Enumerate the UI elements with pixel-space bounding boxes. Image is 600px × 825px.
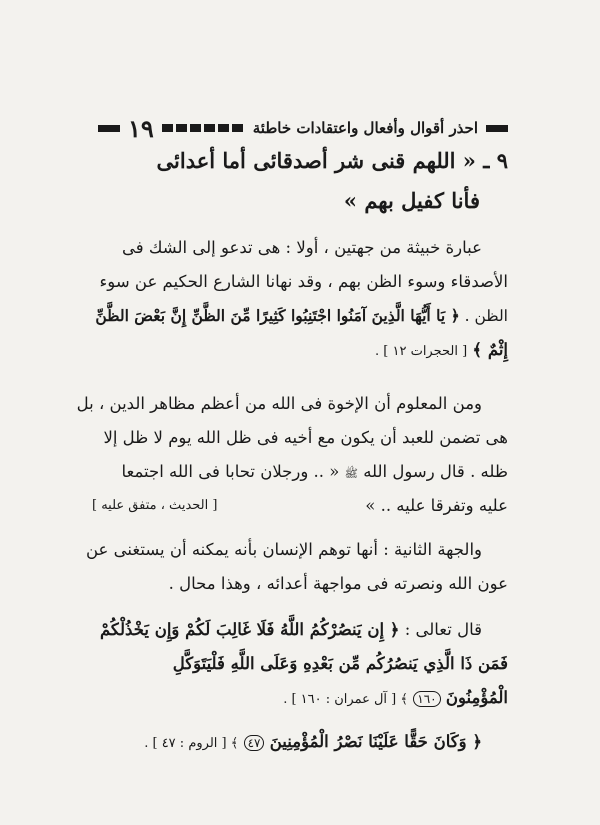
header-dashed-rule bbox=[162, 124, 245, 132]
p3-line-2: عون الله ونصرته فى مواجهة أعدائه ، وهذا محال . bbox=[168, 574, 508, 593]
p2-line-2: هى تضمن للعبد أن يكون مع أخيه فى ظل الله يوم لا ظل إلا bbox=[103, 428, 508, 447]
p1-line-1: عبارة خبيثة من جهتين ، أولا : هى تدعو إلى الشك فى bbox=[121, 238, 482, 257]
verse-reference: ﴾ [ الروم : ٤٧ ] . bbox=[144, 736, 239, 751]
quran-verse-end: إِثْمٌ ﴾ bbox=[472, 340, 508, 359]
p1-line-2: الأصدقاء وسوء الظن بهم ، وقد نهانا الشارع الحكيم عن سوء bbox=[99, 272, 508, 291]
p5-line-1 bbox=[144, 732, 482, 751]
quran-verse-end: الْمُؤْمِنُونَ bbox=[445, 688, 508, 707]
p1-line-3 bbox=[95, 306, 508, 325]
hadith-quote: « .. ورجلان تحابا فى الله اجتمعا bbox=[121, 462, 340, 481]
p1-line-4 bbox=[375, 340, 508, 359]
section-heading-line-1: ٩ ـ « اللهم قنى شر أصدقائى أما أعدائى bbox=[156, 148, 508, 173]
verse-number-ornament: ١٦٠ bbox=[413, 691, 440, 707]
verse-number-ornament: ٤٧ bbox=[244, 735, 265, 751]
header-bar-mark bbox=[486, 125, 508, 132]
p1-line-3-text: الظن . bbox=[464, 307, 508, 325]
p3-line-1: والجهة الثانية : أنها توهم الإنسان بأنه يمكنه أن يستغنى عن bbox=[86, 540, 482, 559]
page-number: ١٩ bbox=[128, 113, 154, 143]
header-bar-mark bbox=[98, 125, 120, 132]
quran-verse: ﴿ وَكَانَ حَقًّا عَلَيْنَا نَصْرُ الْمُؤْمِنِينَ bbox=[269, 732, 482, 751]
p2-line-3 bbox=[122, 462, 509, 483]
hadith-quote-end: عليه وتفرقا عليه .. » bbox=[365, 496, 508, 515]
p4-line-1 bbox=[100, 620, 482, 639]
section-heading-line-2: فأنا كفيل بهم » bbox=[343, 188, 480, 213]
quran-verse: ﴿ إِن يَنصُرْكُمُ اللَّهُ فَلَا غَالِبَ لَكُمْ وَإِن يَخْذُلْكُمْ bbox=[99, 620, 400, 639]
p2-line-3-text: ظله . قال رسول الله bbox=[363, 462, 508, 481]
p4-line-2: فَمَن ذَا الَّذِي يَنصُرُكُم مِّن بَعْدِهِ وَعَلَى اللَّهِ فَلْيَتَوَكَّلِ bbox=[172, 654, 508, 673]
page-header bbox=[98, 113, 508, 143]
p2-line-4 bbox=[92, 496, 508, 515]
verse-reference: [ الحجرات ١٢ ] . bbox=[375, 344, 468, 359]
hadith-reference: [ الحديث ، متفق عليه ] bbox=[92, 498, 218, 513]
quran-verse: ﴿ يَا أَيُّهَا الَّذِينَ آمَنُوا اجْتَنِبُوا كَثِيرًا مِّنَ الظَّنِّ إِنَّ بَعْضَ الظَّنِّ bbox=[95, 306, 460, 325]
p4-line-3 bbox=[283, 688, 508, 707]
running-title: احذر أقوال وأفعال واعتقادات خاطئة bbox=[252, 119, 478, 137]
prophet-salutation-glyph: ﷺ bbox=[344, 467, 358, 480]
verse-reference: ﴾ [ آل عمران : ١٦٠ ] . bbox=[283, 692, 409, 707]
p4-line-1-text: قال تعالى : bbox=[404, 620, 482, 639]
p2-line-1: ومن المعلوم أن الإخوة فى الله من أعظم مظاهر الدين ، بل bbox=[76, 394, 482, 413]
